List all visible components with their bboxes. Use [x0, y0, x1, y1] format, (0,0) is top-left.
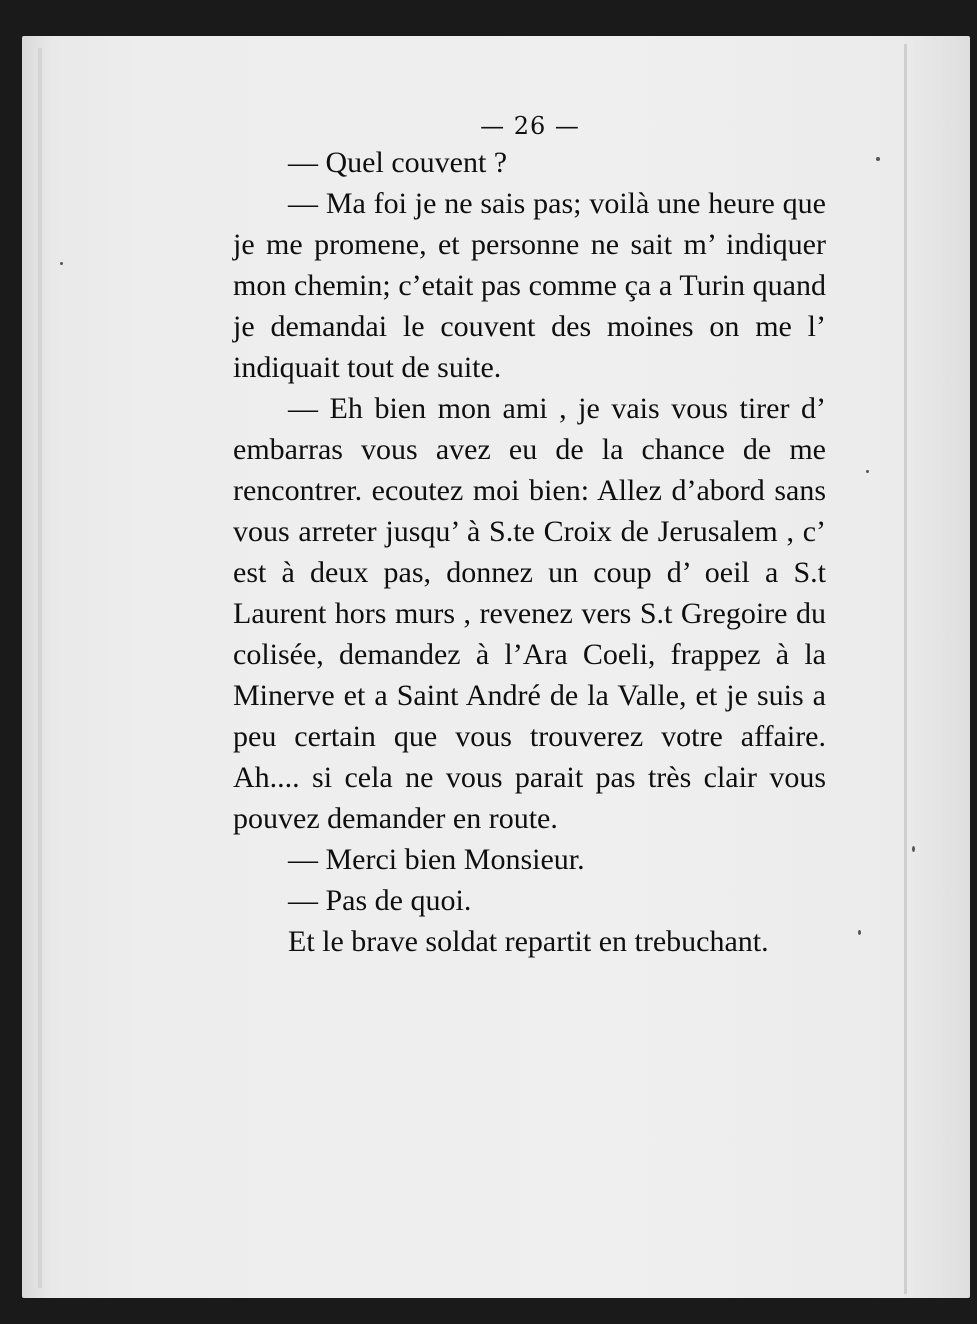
paragraph: Et le brave soldat repartit en trebuchant.: [288, 925, 769, 958]
paragraph: — Quel couvent ?: [288, 146, 508, 179]
page-number: — 26 —: [480, 112, 580, 140]
paper-speck: [60, 262, 63, 265]
body-text: [233, 142, 826, 962]
page-gutter-edge: [38, 48, 42, 1288]
paper-speck: [858, 930, 861, 935]
paper-speck: [876, 157, 880, 161]
paragraph: — Pas de quoi.: [288, 884, 472, 917]
paragraph: — Eh bien mon ami , je vais vous tirer d’ embarras vous avez eu de la chance de me rencontrer. ecoutez moi bien: Allez d’abord sans vous arreter jusqu’ à S.te Croix de Jerusalem , c’ est à deux pas, donnez un coup d’ oeil a S.t Laurent hors murs , revenez vers S.t Gregoire du colisée, demandez à l’Ara Coeli, frappez à la Minerve et a Saint André de la Valle, et je suis a peu certain que vous trouverez votre affaire. Ah.... si cela ne vous parait pas très clair vous pouvez demander en route.: [233, 392, 826, 835]
paragraph: — Ma foi je ne sais pas; voilà une heure que je me promene, et personne ne sait m’ indiquer mon chemin; c’etait pas comme ça a Turin quand je demandai le couvent des moines on me l’ indiquait tout de suite.: [233, 187, 826, 384]
page-right-edge: [904, 44, 907, 1294]
paragraph: — Merci bien Monsieur.: [288, 843, 585, 876]
paper-speck: [866, 470, 869, 473]
paper-speck: [912, 846, 915, 852]
